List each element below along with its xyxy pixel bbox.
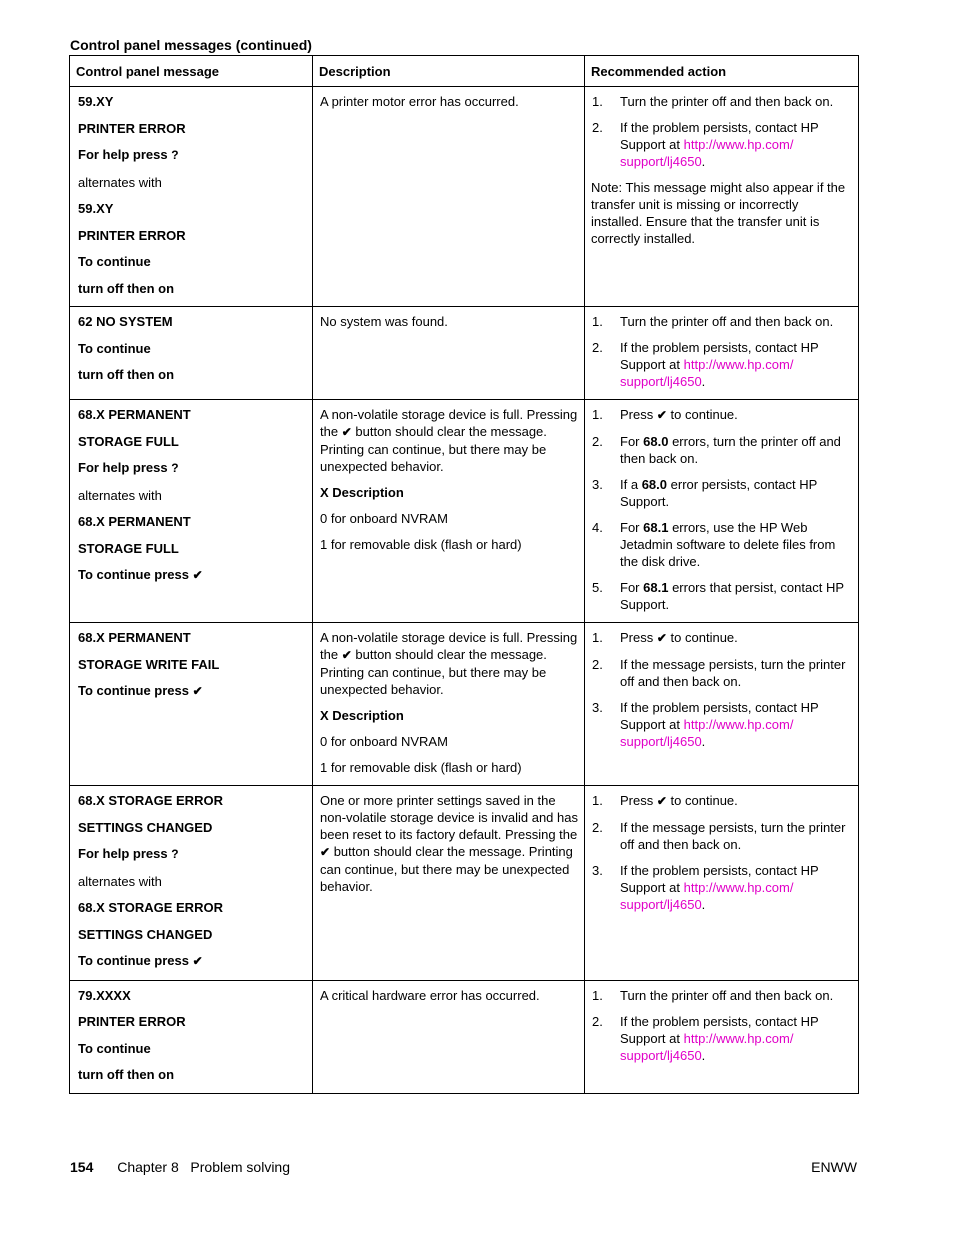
table-row	[70, 786, 859, 981]
action-step: 3. If a 68.0 error persists, contact HP Support.	[592, 477, 818, 509]
action-list	[591, 792, 852, 913]
action-cell	[585, 786, 859, 981]
action-list	[591, 987, 852, 1064]
action-note: Note: This message might also appear if the transfer unit is missing or incorrectly installed. Ensure that the transfer unit is correctly installed.	[591, 180, 846, 246]
action-list	[591, 93, 852, 170]
message-line: turn off then on	[78, 367, 175, 382]
footer-right-label: ENWW	[811, 1159, 857, 1175]
checkmark-icon: ✔	[192, 684, 203, 698]
action-step: 1. Turn the printer off and then back on.	[592, 94, 834, 109]
message-line: STORAGE FULL	[78, 540, 179, 556]
action-step: 2. If the message persists, turn the printer off and then back on.	[592, 820, 846, 852]
message-line: For help press ?	[78, 459, 306, 478]
checkmark-icon: ✔	[192, 954, 203, 968]
message-line: SETTINGS CHANGED	[78, 926, 213, 942]
help-icon: ?	[171, 847, 179, 861]
message-cell	[70, 786, 313, 981]
message-line: For help press ?	[78, 845, 306, 864]
page-footer	[70, 1159, 857, 1175]
support-link[interactable]: http://www.hp.com/ support/lj4650	[620, 357, 794, 389]
checkmark-icon: ✔	[192, 568, 203, 582]
action-step: 2. If the problem persists, contact HP Support at http://www.hp.com/ support/lj4650.	[592, 340, 819, 389]
action-cell	[585, 623, 859, 786]
table-row	[70, 87, 859, 307]
message-line: 68.X PERMANENT	[78, 514, 191, 529]
action-step: 1. Press ✔ to continue.	[592, 793, 738, 808]
message-line: PRINTER ERROR	[78, 227, 186, 243]
description-text: One or more printer settings saved in the non-volatile storage device is invalid and has been reset to its factory default. Pressing the ✔ button should clear the message. Printing can continue, but there may be unexpected behavior.	[320, 793, 578, 894]
x-description-value: 1 for removable disk (flash or hard)	[320, 537, 522, 552]
section-title: Control panel messages (continued)	[70, 37, 312, 53]
action-list	[591, 406, 852, 613]
message-cell	[70, 400, 313, 623]
x-description-heading: X Description	[320, 708, 404, 723]
action-list	[591, 629, 852, 750]
message-line: For help press ?	[78, 146, 306, 165]
message-line: 59.XY	[78, 201, 114, 216]
message-line: 68.X STORAGE ERROR	[78, 900, 223, 915]
action-step: 1. Press ✔ to continue.	[592, 407, 738, 422]
action-step: 1. Turn the printer off and then back on.	[592, 987, 834, 1003]
action-step: 4. For 68.1 errors, use the HP Web Jetadmin software to delete files from the disk drive.	[592, 520, 836, 569]
support-link[interactable]: http://www.hp.com/ support/lj4650	[620, 717, 794, 749]
message-cell	[70, 623, 313, 786]
action-step: 2. If the problem persists, contact HP Support at http://www.hp.com/ support/lj4650.	[592, 120, 819, 169]
description-cell	[313, 980, 585, 1093]
message-line: To continue press ✔	[78, 682, 306, 701]
message-line: To continue press ✔	[78, 952, 306, 971]
message-line: To continue press ✔	[78, 566, 306, 585]
checkmark-icon: ✔	[656, 408, 667, 422]
support-link[interactable]: http://www.hp.com/ support/lj4650	[620, 1030, 794, 1063]
x-description-value: 0 for onboard NVRAM	[320, 511, 448, 526]
table-row	[70, 307, 859, 400]
column-header-description: Description	[313, 56, 585, 87]
help-icon: ?	[171, 461, 179, 475]
message-line: 62 NO SYSTEM	[78, 314, 173, 329]
message-line: 59.XY	[78, 94, 114, 109]
description-cell	[313, 307, 585, 400]
message-cell	[70, 307, 313, 400]
chapter-title: Chapter 8 Problem solving	[117, 1159, 291, 1175]
control-panel-messages-table	[69, 55, 859, 1094]
column-header-message: Control panel message	[70, 56, 313, 87]
action-step: 1. Press ✔ to continue.	[592, 630, 738, 645]
action-cell	[585, 307, 859, 400]
table-row	[70, 980, 859, 1093]
message-line: STORAGE WRITE FAIL	[78, 656, 220, 672]
column-header-action: Recommended action	[585, 56, 859, 87]
action-step: 2. If the problem persists, contact HP Support at http://www.hp.com/ support/lj4650.	[592, 1013, 819, 1063]
description-text: No system was found.	[320, 314, 448, 329]
x-description-value: 0 for onboard NVRAM	[320, 734, 448, 749]
action-cell	[585, 87, 859, 307]
support-link[interactable]: http://www.hp.com/ support/lj4650	[620, 137, 794, 169]
description-text: A non-volatile storage device is full. Pressing the ✔ button should clear the message. Printing can continue, but there may be unexpected behavior.	[320, 407, 578, 474]
message-line: 68.X STORAGE ERROR	[78, 793, 223, 808]
action-step: 1. Turn the printer off and then back on.	[592, 314, 834, 329]
description-cell	[313, 400, 585, 623]
checkmark-icon: ✔	[341, 425, 352, 439]
support-link[interactable]: http://www.hp.com/ support/lj4650	[620, 880, 794, 912]
message-line: 68.X PERMANENT	[78, 630, 191, 645]
description-text: A critical hardware error has occurred.	[320, 987, 540, 1003]
message-line: STORAGE FULL	[78, 433, 179, 449]
description-cell	[313, 87, 585, 307]
message-line: alternates with	[78, 873, 162, 889]
checkmark-icon: ✔	[656, 631, 667, 645]
action-step: 2. For 68.0 errors, turn the printer off and then back on.	[592, 434, 841, 466]
message-line: alternates with	[78, 487, 162, 503]
message-line: To continue	[78, 254, 151, 269]
message-line: turn off then on	[78, 280, 175, 296]
action-cell	[585, 400, 859, 623]
x-description-value: 1 for removable disk (flash or hard)	[320, 760, 522, 775]
message-line: PRINTER ERROR	[78, 1014, 186, 1029]
message-line: 68.X PERMANENT	[78, 407, 191, 422]
help-icon: ?	[171, 148, 179, 162]
table-row	[70, 623, 859, 786]
action-step: 5. For 68.1 errors that persist, contact HP Support.	[592, 580, 844, 612]
x-description-heading: X Description	[320, 485, 404, 500]
action-cell	[585, 980, 859, 1093]
message-line: alternates with	[78, 174, 162, 190]
description-text: A printer motor error has occurred.	[320, 94, 519, 109]
page-number: 154	[70, 1159, 94, 1175]
message-line: 79.XXXX	[78, 987, 131, 1003]
table-row	[70, 400, 859, 623]
description-cell	[313, 786, 585, 981]
message-cell	[70, 87, 313, 307]
description-text: A non-volatile storage device is full. Pressing the ✔ button should clear the message. Printing can continue, but there may be unexpected behavior.	[320, 630, 578, 697]
table-header-row	[70, 56, 859, 87]
message-line: turn off then on	[78, 1067, 175, 1082]
action-step: 3. If the problem persists, contact HP Support at http://www.hp.com/ support/lj4650.	[592, 863, 819, 912]
message-line: To continue	[78, 340, 151, 356]
message-line: PRINTER ERROR	[78, 120, 186, 136]
checkmark-icon: ✔	[320, 845, 331, 859]
description-cell	[313, 623, 585, 786]
checkmark-icon: ✔	[341, 648, 352, 662]
action-list	[591, 313, 852, 390]
message-line: To continue	[78, 1040, 151, 1056]
action-step: 3. If the problem persists, contact HP Support at http://www.hp.com/ support/lj4650.	[592, 700, 819, 749]
message-cell	[70, 980, 313, 1093]
message-line: SETTINGS CHANGED	[78, 819, 213, 835]
checkmark-icon: ✔	[656, 794, 667, 808]
action-step: 2. If the message persists, turn the printer off and then back on.	[592, 657, 846, 689]
